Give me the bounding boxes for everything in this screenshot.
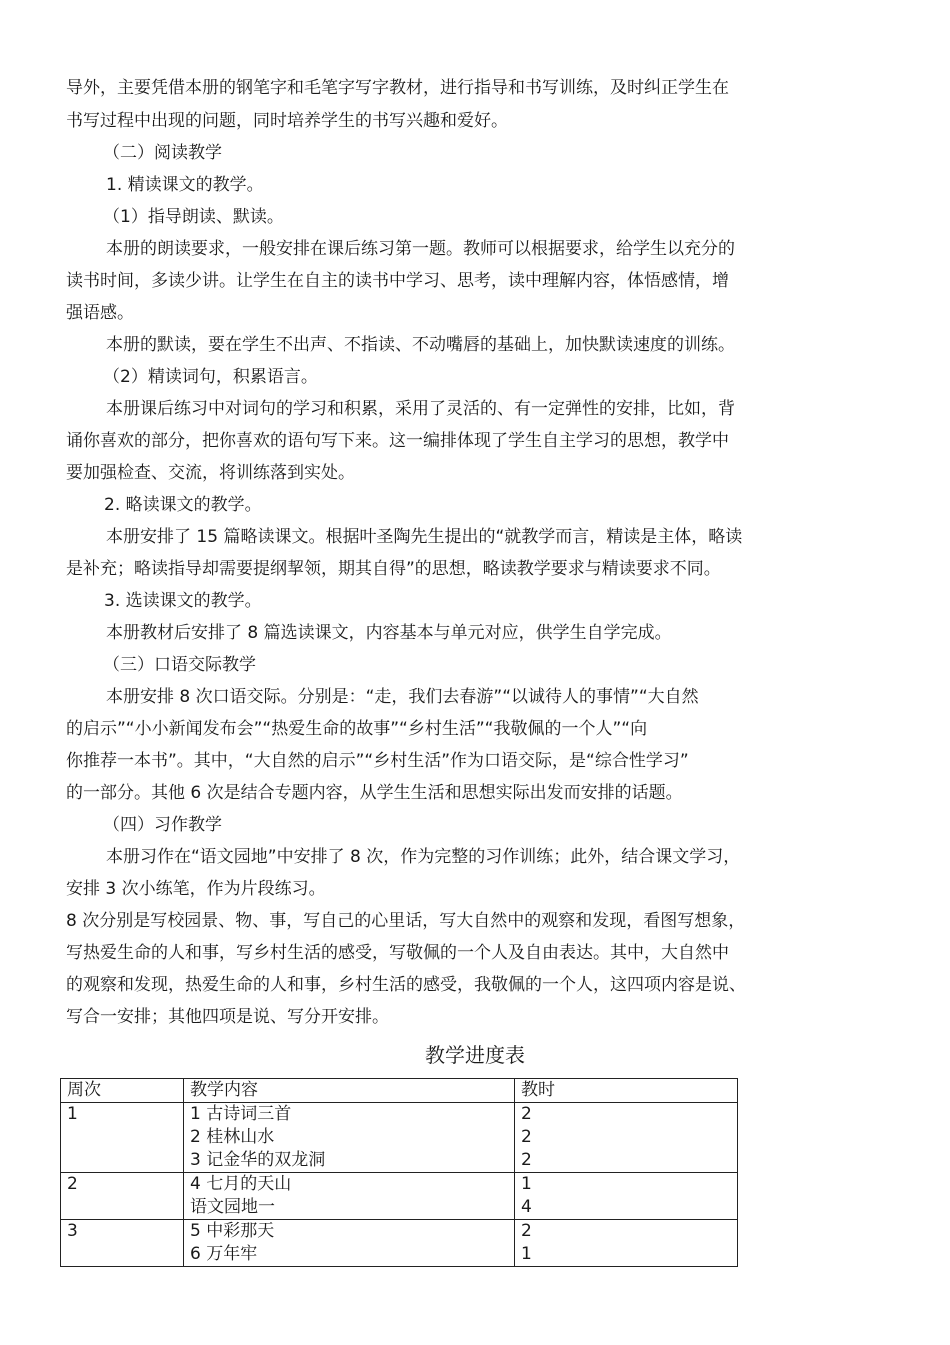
table-header-row bbox=[61, 1079, 738, 1103]
content-item: 语文园地一 bbox=[190, 1197, 275, 1217]
hours-cell bbox=[515, 1173, 738, 1220]
paragraph-line: 的启示”“小小新闻发布会”“热爱生命的故事”“乡村生活”“我敬佩的一个人”“向 bbox=[66, 719, 648, 739]
section-heading: （三）口语交际教学 bbox=[103, 655, 256, 675]
table-title: 教学进度表 bbox=[425, 1043, 525, 1067]
hours-cell bbox=[515, 1103, 738, 1173]
header-hours: 教时 bbox=[515, 1079, 738, 1103]
hours-cell bbox=[515, 1220, 738, 1267]
content-item: 6 万年牢 bbox=[190, 1244, 258, 1264]
paragraph-line: 8 次分别是写校园景、物、事，写自己的心里话，写大自然中的观察和发现，看图写想象， bbox=[66, 911, 746, 931]
paragraph-line: 是补充；略读指导却需要提纲挈领，期其自得”的思想，略读教学要求与精读要求不同。 bbox=[66, 559, 721, 579]
paragraph-line: 本册安排 8 次口语交际。分别是：“走，我们去春游”“以诚待人的事情”“大自然 bbox=[106, 687, 699, 707]
paragraph-line: 写热爱生命的人和事，写乡村生活的感受，写敬佩的一个人及自由表达。其中，大自然中 bbox=[66, 943, 729, 963]
paragraph-line: 读书时间，多读少讲。让学生在自主的读书中学习、思考，读中理解内容，体悟感情，增 bbox=[66, 271, 729, 291]
hours-item: 2 bbox=[521, 1104, 532, 1124]
content-item: 3 记金华的双龙洞 bbox=[190, 1150, 326, 1170]
week-cell: 3 bbox=[61, 1220, 184, 1267]
paragraph-line: 导外，主要凭借本册的钢笔字和毛笔字写字教材，进行指导和书写训练，及时纠正学生在 bbox=[66, 78, 729, 98]
content-item: 2 桂林山水 bbox=[190, 1127, 275, 1147]
paragraph-line: 你推荐一本书”。其中，“大自然的启示”“乡村生活”作为口语交际，是“综合性学习” bbox=[66, 751, 689, 771]
paragraph-line: 的观察和发现，热爱生命的人和事，乡村生活的感受，我敬佩的一个人，这四项内容是说、 bbox=[66, 975, 746, 995]
paragraph-line: 强语感。 bbox=[66, 303, 134, 323]
subsection-heading: （2）精读词句，积累语言。 bbox=[103, 367, 318, 387]
week-cell: 1 bbox=[61, 1103, 184, 1173]
paragraph-line: 要加强检查、交流，将训练落到实处。 bbox=[66, 463, 355, 483]
subsection-heading: 3. 选读课文的教学。 bbox=[104, 591, 262, 611]
section-heading: （四）习作教学 bbox=[103, 815, 222, 835]
header-content: 教学内容 bbox=[184, 1079, 515, 1103]
paragraph-line: 安排 3 次小练笔，作为片段练习。 bbox=[66, 879, 326, 899]
paragraph-line: 本册课后练习中对词句的学习和积累，采用了灵活的、有一定弹性的安排，比如，背 bbox=[106, 399, 735, 419]
hours-item: 2 bbox=[521, 1127, 532, 1147]
table-row bbox=[61, 1173, 738, 1220]
hours-item: 1 bbox=[521, 1244, 532, 1264]
subsection-heading: 2. 略读课文的教学。 bbox=[104, 495, 262, 515]
paragraph-line: 本册安排了 15 篇略读课文。根据叶圣陶先生提出的“就教学而言，精读是主体，略读 bbox=[106, 527, 743, 547]
section-heading: （二）阅读教学 bbox=[103, 143, 222, 163]
hours-item: 2 bbox=[521, 1221, 532, 1241]
paragraph-line: 的一部分。其他 6 次是结合专题内容，从学生生活和思想实际出发而安排的话题。 bbox=[66, 783, 683, 803]
content-item: 4 七月的天山 bbox=[190, 1174, 292, 1194]
paragraph-line: 本册的朗读要求，一般安排在课后练习第一题。教师可以根据要求，给学生以充分的 bbox=[106, 239, 735, 259]
hours-item: 2 bbox=[521, 1150, 532, 1170]
schedule-table bbox=[60, 1078, 738, 1267]
paragraph-line: 本册教材后安排了 8 篇选读课文，内容基本与单元对应，供学生自学完成。 bbox=[106, 623, 672, 643]
subsection-heading: 1. 精读课文的教学。 bbox=[106, 175, 264, 195]
content-cell bbox=[184, 1220, 515, 1267]
hours-item: 1 bbox=[521, 1174, 532, 1194]
paragraph-line: 本册的默读，要在学生不出声、不指读、不动嘴唇的基础上，加快默读速度的训练。 bbox=[106, 335, 735, 355]
hours-item: 4 bbox=[521, 1197, 532, 1217]
content-item: 5 中彩那天 bbox=[190, 1221, 275, 1241]
table-row bbox=[61, 1103, 738, 1173]
paragraph-line: 书写过程中出现的问题，同时培养学生的书写兴趣和爱好。 bbox=[66, 111, 508, 131]
content-cell bbox=[184, 1103, 515, 1173]
content-item: 1 古诗词三首 bbox=[190, 1104, 292, 1124]
table-row bbox=[61, 1220, 738, 1267]
paragraph-line: 本册习作在“语文园地”中安排了 8 次，作为完整的习作训练；此外，结合课文学习， bbox=[106, 847, 741, 867]
content-cell bbox=[184, 1173, 515, 1220]
subsection-heading: （1）指导朗读、默读。 bbox=[103, 207, 284, 227]
paragraph-line: 诵你喜欢的部分，把你喜欢的语句写下来。这一编排体现了学生自主学习的思想，教学中 bbox=[66, 431, 729, 451]
paragraph-line: 写合一安排；其他四项是说、写分开安排。 bbox=[66, 1007, 389, 1027]
week-cell: 2 bbox=[61, 1173, 184, 1220]
header-week: 周次 bbox=[61, 1079, 184, 1103]
